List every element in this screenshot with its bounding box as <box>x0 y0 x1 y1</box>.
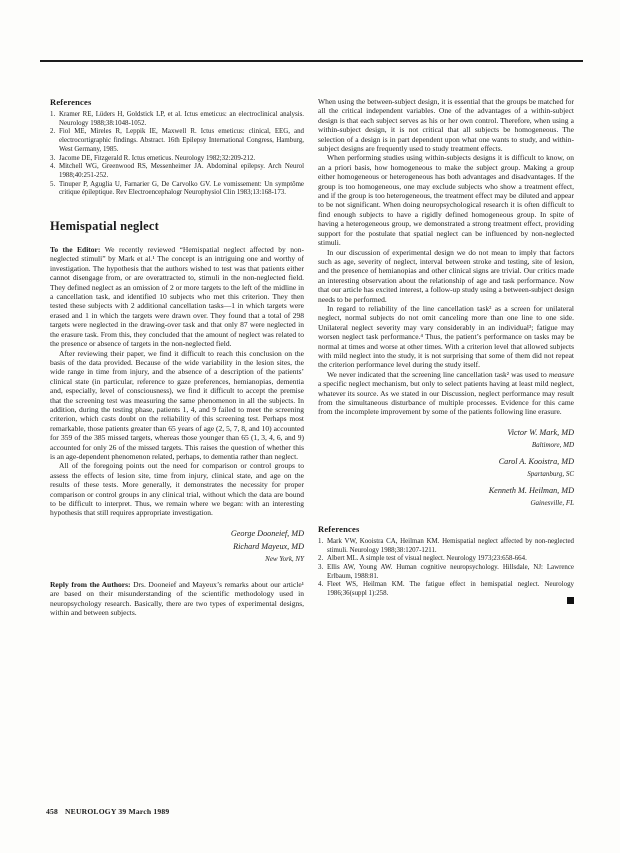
signature-name: Victor W. Mark, MD <box>507 427 574 437</box>
reply-paragraph-text: a specific neglect mechanism, but only to select patients having at least mild neglect, whatever its source. As we stated in our Discussion, neglect performance may result from the simultaneous disturbance of multiple processes. Evidence for this came from the incomplete improvement by some of the patients following line erasure. <box>318 379 574 417</box>
reference-text: Mark VW, Kooistra CA, Heilman KM. Hemispatial neglect affected by non-neglected stimuli. Neurology 1988;38:1207-1211. <box>327 537 574 554</box>
signature-block <box>50 527 304 565</box>
reply-paragraph: When performing studies using within-subjects designs it is difficult to know, on an a priori basis, how homogeneous to make the subject group. Making a group either homogeneous or heterogeneous has both advantages and disadvantages. If the group is too homogeneous, one may exclude subjects who show a treatment effect, and if the group is too heterogeneous, the treatment effect may be diluted and appear to be not significant. When doing neuropsychological research it is often difficult to find enough subjects to have a rigidly defined homogeneous group. In spite of having a heterogeneous group, we demonstrated a strong treatment effect, providing support for the postulate that spatial neglect can be influenced by non-neglected stimuli. <box>318 153 574 248</box>
reference-item <box>50 163 304 180</box>
signature-name: Carol A. Kooistra, MD <box>498 456 574 466</box>
letter-lead-in: To the Editor: <box>50 245 101 255</box>
letter-paragraph-text: We recently reviewed “Hemispatial neglect affected by non-neglected stimuli” by Mark et al.¹ The concept is an intriguing one and worthy of investigation. The hypothesis that the authors wished to test was that patients either cannot disengage from, or are overattracted to, stimuli in the non-neglected field. They defined neglect as an omission of 2 or more targets to the left of the midline in a cancellation task, and identified 10 subjects who met this criterion. They then tested these subjects with 2 additional cancellation tasks—1 in which targets were erased and 1 in which the targets were drawn over. They found that a total of 298 targets were neglected in the drawing-over task and that only 87 were neglected in the erasure task. From this, they concluded that the amount of neglect was related to the presence or absence of targets in the non-neglected field. <box>50 245 304 349</box>
reply-references <box>318 524 574 599</box>
signature-place: Gainesville, FL <box>530 498 574 507</box>
reference-text: Kramer RE, Lüders H, Goldstick LP, et al. Ictus emeticus: an electroclinical analysis. Neurology 1988;38:1048-1052. <box>59 111 304 127</box>
reference-item <box>318 555 574 564</box>
reference-text: Tinuper P, Aguglia U, Farnarier G, De Carvolko GV. Le vomissement: Un symptôme critique épileptique. Rev Electroencephalogr Neurophysiol Clin 1983;13:168-173. <box>59 180 304 197</box>
page-number: 458 <box>46 807 58 816</box>
reference-item <box>50 111 304 128</box>
reference-item <box>50 181 304 198</box>
signature-name: George Dooneief, MD <box>230 528 304 538</box>
references-heading: References <box>318 523 360 534</box>
top-rule <box>40 60 583 62</box>
reference-number: 1. <box>50 111 56 118</box>
reference-item <box>318 564 574 581</box>
reply-paragraph-text: Drs. Dooneief and Mayeux’s remarks about our article¹ are based on their misunderstanding of the scientific methodology used in neuropsychology research. Basically, there are two types of experimental designs, within and between subjects. <box>50 579 304 618</box>
reference-text: Ellis AW, Young AW. Human cognitive neuropsychology. Hillsdale, NJ: Lawrence Erlbaum, 1988:81. <box>327 563 574 580</box>
reference-number: 1. <box>318 537 324 545</box>
letter-paragraph <box>50 245 304 348</box>
reference-number: 2. <box>318 555 324 563</box>
signature-name: Richard Mayeux, MD <box>233 541 304 551</box>
signature-block <box>318 426 574 509</box>
signature-name: Kenneth M. Heilman, MD <box>488 485 574 495</box>
reference-item <box>50 155 304 164</box>
end-of-article-marker <box>567 597 574 604</box>
reply-paragraph <box>50 580 304 618</box>
reference-item <box>50 128 304 154</box>
reference-text: Jacome DE, Fitzgerald R. Ictus emeticus. Neurology 1982;32:209-212. <box>59 154 256 162</box>
reference-text: Albert ML. A simple test of visual neglect. Neurology 1973;23:658-664. <box>327 555 527 563</box>
reply-lead-in: Reply from the Authors: <box>50 579 131 589</box>
reference-item <box>318 581 574 598</box>
emphasized-word: measure <box>548 369 574 379</box>
page-footer <box>46 807 169 816</box>
signature-place: Baltimore, MD <box>531 440 574 449</box>
reply-paragraph: In our discussion of experimental design we do not mean to imply that factors such as age, severity of neglect, interval between stroke and testing, site of lesion, and the presence of hemianopias and other clinical signs are trivial. Our critics made an interesting observation about the relationship of age and task performance. Now that our article has excited interest, a follow-up study using a between-subject design needs to be performed. <box>318 247 574 304</box>
letter-paragraph: After reviewing their paper, we find it difficult to reach this conclusion on the basis of the data provided. Because of the wide variability in the lesion sites, the wide range in time from injury, and the absence of a description of the patients’ clinical state (in particular, reference to gaze preferences, hemianopias, dementia and, especially, level of consciousness), we find it difficult to accept the premise that the screening test was measuring the same phenomenon in all the subjects. In addition, during the testing phase, patients 1, 4, and 9 failed to meet the screening criterion, which casts doubt on the reliability of this screening test. Perhaps most remarkable, those patients greater than 65 years of age (2, 5, 7, 8, and 10) accounted for 359 of the 385 missed targets, whereas those younger than 65 (1, 3, 4, 6, and 9) accounted for only 26 of the missed targets. This raises the question of whether this is an age-dependent phenomenon related, perhaps, to dementia rather than neglect. <box>50 348 304 461</box>
reference-number: 4. <box>318 581 324 589</box>
journal-footer-text: NEUROLOGY 39 March 1989 <box>65 807 170 816</box>
left-column <box>50 97 304 617</box>
reply-paragraph-text: We never indicated that the screening line cancellation task² was used to <box>327 369 549 379</box>
right-column <box>318 97 574 599</box>
reference-number: 3. <box>50 154 56 162</box>
reference-text: Fiol ME, Mireles R, Leppik IE, Maxwell R. Ictus emeticus: clinical, EEG, and electrocortigraphic findings. Abstract. 16th Epilepsy International Congress, Hamburg, West Germany, 1985. <box>59 128 304 153</box>
reply-paragraph: In regard to reliability of the line cancellation task² as a screen for unilateral neglect, normal subjects do not omit canceling more than one line to one side. Unilateral neglect severity may vary considerably in an individual³; fatigue may worsen neglect task performance.⁴ Thus, the patient’s performance on tasks may be normal at times and worse at other times. With a criterion level that allowed subjects with mild neglect into the study, it is not surprising that some of them did not repeat the criterion performance level during the study itself. <box>318 303 574 370</box>
reference-number: 4. <box>50 163 56 171</box>
reference-text: Fleet WS, Heilman KM. The fatigue effect in hemispatial neglect. Neurology 1986;36(suppl 1):258. <box>327 581 574 598</box>
reference-item <box>318 538 574 555</box>
reference-number: 3. <box>318 563 324 571</box>
signature-group <box>318 426 574 451</box>
reply-paragraph <box>318 370 574 417</box>
reference-number: 2. <box>50 128 56 136</box>
reference-text: Mitchell WG, Greenwood RS, Messenheimer JA. Abdominal epilepsy. Arch Neurol 1988;40:251-252. <box>59 163 304 179</box>
reference-number: 5. <box>50 180 56 188</box>
signature-group <box>318 484 574 509</box>
signature-group <box>318 455 574 480</box>
section-title: Hemispatial neglect <box>50 219 159 234</box>
letter-paragraph: All of the foregoing points out the need for comparison or control groups to assess the effects of lesion site, time from injury, clinical state, and age on the results of these tests. More generally, it demonstrates the necessity for proper comparison or control groups in any clinical trial, without which the data are bound to be difficult to interpret. Thus, we remain where we began: with an interesting hypothesis that still requires appropriate investigation. <box>50 461 304 518</box>
signature-place: New York, NY <box>265 554 304 563</box>
signature-place: Spartanburg, SC <box>527 469 574 478</box>
reply-paragraph: When using the between-subject design, it is essential that the groups be matched for all the critical independent variables. One of the advantages of a within-subject design is that each subject serves as his or her own control. Therefore, when using a within-subject design, it is not critical that all subjects be homogeneous. The selection of a design is in part dependent upon what one wants to study, and within-subject designs are frequently used to study treatment effects. <box>318 97 574 154</box>
references-heading: References <box>50 97 92 107</box>
